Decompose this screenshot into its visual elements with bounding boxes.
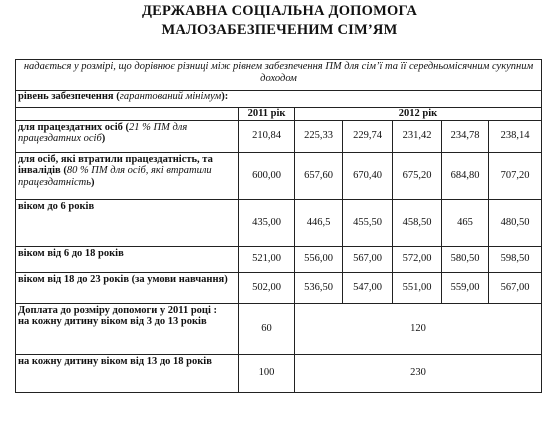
year-header-row bbox=[16, 108, 542, 121]
value-2012: 547,00 bbox=[343, 272, 393, 303]
year-2011-header: 2011 рік bbox=[239, 108, 295, 121]
row-label: віком від 18 до 23 років (за умови навчання) bbox=[16, 272, 239, 303]
value-2012: 455,50 bbox=[343, 199, 393, 246]
row-label: для працездатних осіб (21 % ПМ для працездатних осіб) bbox=[16, 120, 239, 152]
value-2012: 567,00 bbox=[489, 272, 542, 303]
value-2012: 231,42 bbox=[393, 120, 442, 152]
value-2011: 600,00 bbox=[239, 152, 295, 199]
title-line-2: МАЛОЗАБЕЗПЕЧЕНИМ СІМ’ЯМ bbox=[161, 22, 398, 38]
level-row bbox=[16, 91, 542, 108]
supplement-13-18-value-2012: 230 bbox=[295, 354, 542, 392]
value-2012: 670,40 bbox=[343, 152, 393, 199]
level-label-italic: гарантований мінімум bbox=[119, 91, 222, 102]
supplement-child-3-13-label: на кожну дитину віком від 3 до 13 років bbox=[18, 316, 207, 327]
table-row bbox=[16, 272, 542, 303]
value-2012: 238,14 bbox=[489, 120, 542, 152]
title-line-1: ДЕРЖАВНА СОЦІАЛЬНА ДОПОМОГА bbox=[141, 3, 418, 19]
value-2012: 551,00 bbox=[393, 272, 442, 303]
value-2012: 572,00 bbox=[393, 246, 442, 272]
row-label-bold: для осіб, які втратили працездатність, та інвалідів bbox=[18, 153, 213, 176]
document-title bbox=[0, 2, 559, 40]
value-2012: 707,20 bbox=[489, 152, 542, 199]
value-2012: 234,78 bbox=[442, 120, 489, 152]
supplement-child-13-18-label: на кожну дитину віком від 13 до 18 років bbox=[16, 354, 239, 392]
level-label-bold: рівень забезпечення bbox=[18, 91, 114, 102]
assistance-table bbox=[15, 59, 542, 393]
value-2012: 675,20 bbox=[393, 152, 442, 199]
value-2012: 567,00 bbox=[343, 246, 393, 272]
value-2011: 502,00 bbox=[239, 272, 295, 303]
supplement-13-18-value-2011: 100 bbox=[239, 354, 295, 392]
table-row bbox=[16, 152, 542, 199]
intro-text: надається у розмірі, що дорівнює різниці між рівнем забезпечення ПМ для сім’ї та її середньомісячним сукупним доходом bbox=[16, 60, 542, 91]
row-label: віком від 6 до 18 років bbox=[16, 246, 239, 272]
level-label: рівень забезпечення (гарантований мінімум): bbox=[16, 91, 542, 108]
table-row bbox=[16, 199, 542, 246]
value-2012: 465 bbox=[442, 199, 489, 246]
value-2012: 446,5 bbox=[295, 199, 343, 246]
row-label: для осіб, які втратили працездатність, та інвалідів (80 % ПМ для осіб, які втратили працездатність) bbox=[16, 152, 239, 199]
value-2012: 225,33 bbox=[295, 120, 343, 152]
value-2011: 435,00 bbox=[239, 199, 295, 246]
year-header-blank bbox=[16, 108, 239, 121]
value-2012: 480,50 bbox=[489, 199, 542, 246]
value-2012: 598,50 bbox=[489, 246, 542, 272]
value-2012: 657,60 bbox=[295, 152, 343, 199]
row-label-italic: 21 % ПМ для працездатних осіб bbox=[18, 121, 188, 144]
value-2012: 580,50 bbox=[442, 246, 489, 272]
value-2012: 536,50 bbox=[295, 272, 343, 303]
table-row bbox=[16, 246, 542, 272]
supplement-row bbox=[16, 303, 542, 354]
value-2012: 556,00 bbox=[295, 246, 343, 272]
intro-row bbox=[16, 60, 542, 91]
supplement-3-13-value-2011: 60 bbox=[239, 303, 295, 354]
supplement-heading: Доплата до розміру допомоги у 2011 році : bbox=[18, 304, 218, 316]
value-2012: 458,50 bbox=[393, 199, 442, 246]
table-row bbox=[16, 120, 542, 152]
value-2011: 521,00 bbox=[239, 246, 295, 272]
value-2012: 684,80 bbox=[442, 152, 489, 199]
supplement-3-13-value-2012: 120 bbox=[295, 303, 542, 354]
row-label-bold: для працездатних осіб bbox=[18, 121, 123, 133]
year-2012-header: 2012 рік bbox=[295, 108, 542, 121]
supplement-label bbox=[16, 303, 239, 354]
supplement-row bbox=[16, 354, 542, 392]
value-2011: 210,84 bbox=[239, 120, 295, 152]
row-label-italic: 80 % ПМ для осіб, які втратили працездатність bbox=[18, 165, 212, 188]
value-2012: 559,00 bbox=[442, 272, 489, 303]
value-2012: 229,74 bbox=[343, 120, 393, 152]
row-label: віком до 6 років bbox=[16, 199, 239, 246]
